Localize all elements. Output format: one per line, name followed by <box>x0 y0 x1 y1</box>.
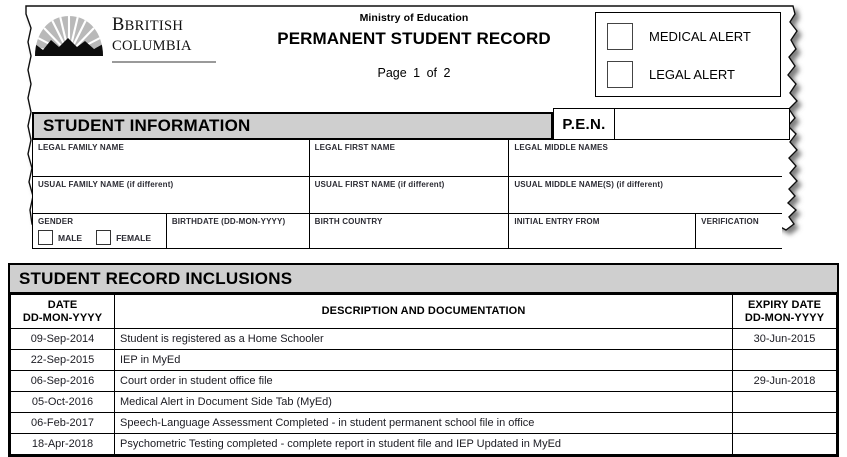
usual-middle-names-field[interactable] <box>509 177 782 213</box>
column-header-description <box>115 295 733 329</box>
gender-female-label: FEMALE <box>116 232 152 243</box>
british-columbia-logo <box>32 14 218 76</box>
birthdate-label: BIRTHDATE (DD-MON-YYYY) <box>171 217 286 226</box>
table-row[interactable] <box>11 392 837 413</box>
medical-alert-label: MEDICAL ALERT <box>649 28 751 44</box>
gender-male-checkbox[interactable] <box>38 230 53 245</box>
legal-alert-label: LEGAL ALERT <box>649 66 735 82</box>
column-header-date-line1: DATE <box>47 298 78 311</box>
usual-family-name-label: USUAL FAMILY NAME (if different) <box>38 180 174 189</box>
row-description: Speech-Language Assessment Completed - in student permanent school file in office <box>115 413 733 434</box>
birth-country-label: BIRTH COUNTRY <box>314 217 383 226</box>
row-date: 09-Sep-2014 <box>11 329 115 350</box>
demographics-row <box>33 214 782 249</box>
gender-field[interactable] <box>33 214 167 248</box>
row-expiry: 30-Jun-2015 <box>733 329 837 350</box>
legal-alert-row[interactable] <box>607 57 735 91</box>
row-description: Court order in student office file <box>115 371 733 392</box>
usual-middle-names-label: USUAL MIDDLE NAME(S) (if different) <box>514 180 664 189</box>
usual-first-name-field[interactable] <box>310 177 510 213</box>
row-date: 18-Apr-2018 <box>11 434 115 455</box>
row-expiry <box>733 392 837 413</box>
legal-family-name-field[interactable] <box>33 140 310 176</box>
logo-line1: BRITISH <box>124 18 184 34</box>
student-record-inclusions-panel <box>8 263 839 457</box>
student-information-header <box>32 112 782 140</box>
usual-names-row <box>33 177 782 214</box>
verification-label: VERIFICATION <box>701 217 759 226</box>
row-description: Student is registered as a Home Schooler <box>115 329 733 350</box>
row-description: IEP in MyEd <box>115 350 733 371</box>
column-header-expiry-line2: DD-MON-YYYY <box>744 311 825 324</box>
legal-first-name-field[interactable] <box>310 140 510 176</box>
table-row[interactable] <box>11 329 837 350</box>
pen-label-cell <box>553 108 615 140</box>
medical-alert-row[interactable] <box>607 19 751 53</box>
table-row[interactable] <box>11 413 837 434</box>
row-date: 05-Oct-2016 <box>11 392 115 413</box>
table-header-row <box>11 295 837 329</box>
inclusions-title: STUDENT RECORD INCLUSIONS <box>19 268 293 288</box>
legal-middle-names-field[interactable] <box>509 140 782 176</box>
gender-female-checkbox[interactable] <box>96 230 111 245</box>
birth-country-field[interactable] <box>310 214 510 248</box>
row-description: Medical Alert in Document Side Tab (MyEd) <box>115 392 733 413</box>
logo-underline <box>112 61 216 63</box>
column-header-date-line2: DD-MON-YYYY <box>22 311 103 324</box>
legal-first-name-label: LEGAL FIRST NAME <box>314 143 396 152</box>
initial-entry-from-label: INITIAL ENTRY FROM <box>514 217 600 226</box>
column-header-description-line1: DESCRIPTION AND DOCUMENTATION <box>321 305 526 317</box>
table-row[interactable] <box>11 434 837 455</box>
gender-label: GENDER <box>38 217 74 226</box>
pen-input[interactable] <box>615 108 790 140</box>
usual-family-name-field[interactable] <box>33 177 310 213</box>
gender-male-label: MALE <box>58 232 83 243</box>
row-description: Psychometric Testing completed - complete report in student file and IEP Updated in MyEd <box>115 434 733 455</box>
row-expiry <box>733 434 837 455</box>
bc-sun-mountains-icon <box>32 14 106 66</box>
row-date: 06-Feb-2017 <box>11 413 115 434</box>
row-expiry <box>733 350 837 371</box>
logo-line2: COLUMBIA <box>112 38 192 54</box>
pen-label: P.E.N. <box>562 115 606 133</box>
table-row[interactable] <box>11 350 837 371</box>
column-header-expiry-line1: EXPIRY DATE <box>747 298 822 311</box>
inclusions-banner <box>10 265 837 294</box>
student-information-title: STUDENT INFORMATION <box>43 116 251 135</box>
inclusions-table <box>10 294 837 455</box>
legal-names-row <box>33 140 782 177</box>
column-header-date <box>11 295 115 329</box>
row-expiry <box>733 413 837 434</box>
row-date: 06-Sep-2016 <box>11 371 115 392</box>
medical-alert-checkbox[interactable] <box>607 23 633 50</box>
ministry-name: Ministry of Education <box>359 12 469 24</box>
page-indicator: Page 1 of 2 <box>377 66 451 80</box>
usual-first-name-label: USUAL FIRST NAME (if different) <box>314 180 445 189</box>
row-expiry: 29-Jun-2018 <box>733 371 837 392</box>
table-row[interactable] <box>11 371 837 392</box>
logo-wordmark: BBRITISH COLUMBIA <box>112 15 192 54</box>
row-date: 22-Sep-2015 <box>11 350 115 371</box>
title-block <box>234 12 594 80</box>
legal-family-name-label: LEGAL FAMILY NAME <box>38 143 124 152</box>
column-header-expiry <box>733 295 837 329</box>
verification-field[interactable] <box>696 214 782 248</box>
alert-flags-box <box>595 12 781 97</box>
student-information-fields <box>32 139 782 249</box>
birthdate-field[interactable] <box>167 214 310 248</box>
student-information-banner <box>32 112 553 140</box>
legal-middle-names-label: LEGAL MIDDLE NAMES <box>514 143 609 152</box>
legal-alert-checkbox[interactable] <box>607 61 633 88</box>
document-title: PERMANENT STUDENT RECORD <box>277 29 551 48</box>
initial-entry-from-field[interactable] <box>509 214 696 248</box>
form-header <box>24 8 790 103</box>
